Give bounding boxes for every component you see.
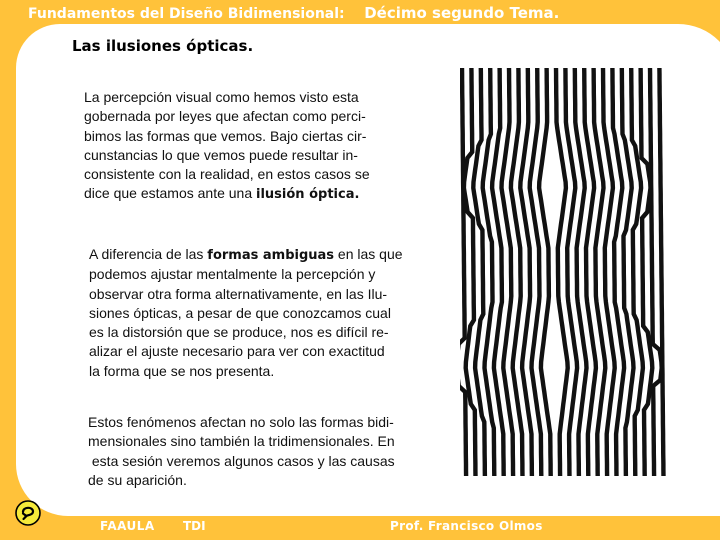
text-segment: dice que estamos ante una: [84, 185, 257, 202]
stripe: [460, 68, 466, 476]
bold-term-ambiguous-forms: formas ambiguas: [207, 248, 335, 263]
text-line: observar otra forma alternativamente, en las Ilu-: [89, 285, 388, 302]
paragraph-ambiguous-forms: [89, 245, 434, 381]
text-line: gobernada por leyes que afectan como perci-: [84, 108, 366, 125]
bold-term-optical-illusion: ilusión óptica: [256, 187, 355, 203]
footer-school: FAAULA: [100, 519, 155, 533]
footer-professor: Prof. Francisco Olmos: [390, 519, 543, 533]
text-line: la forma que se nos presenta.: [89, 362, 275, 379]
illusion-image: [460, 68, 666, 476]
text-line: de su aparición.: [88, 471, 187, 488]
paragraph-session: [88, 413, 443, 490]
text-line: cunstancias lo que vemos puede resultar in-: [84, 146, 358, 163]
text-line: bimos las formas que vemos. Bajo ciertas cir-: [84, 127, 367, 144]
slide-header: [28, 3, 559, 22]
stripe: [659, 68, 663, 476]
slide-title: Las ilusiones ópticas.: [72, 37, 254, 55]
text-segment: en las que: [334, 246, 403, 262]
stripe-group: [460, 68, 666, 476]
topic-title: Décimo segundo Tema.: [364, 4, 560, 22]
text-line: [89, 245, 434, 265]
course-title: Fundamentos del Diseño Bidimensional:: [28, 6, 345, 22]
text-segment: A diferencia de las: [89, 246, 208, 262]
footer-subject: TDI: [183, 519, 206, 533]
text-line: podemos ajustar mentalmente la percepción y: [89, 266, 376, 283]
paragraph-intro: [84, 88, 424, 205]
text-line: consistente con la realidad, en estos casos se: [84, 166, 370, 183]
text-segment: .: [354, 187, 360, 203]
text-line: [84, 184, 424, 204]
text-line: La percepción visual como hemos visto esta: [84, 89, 359, 105]
text-line: alizar el ajuste necesario para ver con exactitud: [89, 343, 385, 360]
return-arrow-icon: [15, 500, 41, 526]
text-line: Estos fenómenos afectan no solo las formas bidi-: [88, 414, 394, 430]
text-line: es la distorsión que se produce, nos es difícil re-: [89, 324, 389, 341]
return-button[interactable]: [15, 500, 41, 526]
text-line: siones ópticas, a pesar de que conozcamos cual: [89, 304, 391, 321]
text-line: esta sesión veremos algunos casos y las causas: [88, 452, 395, 469]
text-line: mensionales sino también la tridimensionales. En: [88, 433, 395, 450]
